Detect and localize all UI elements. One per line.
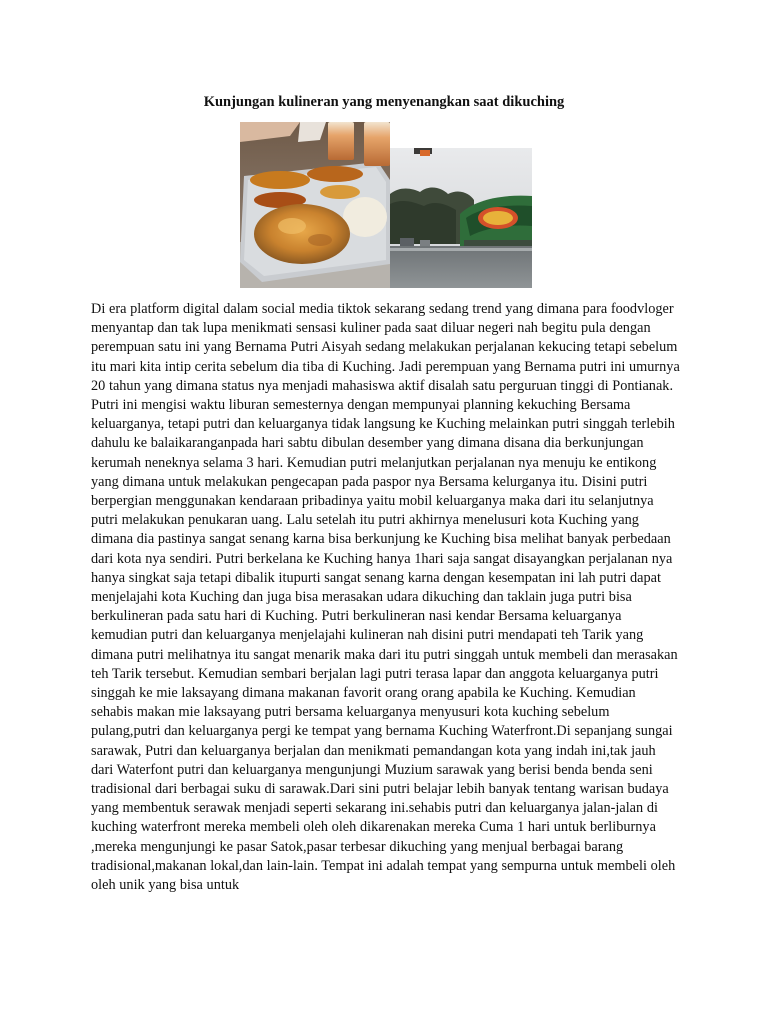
body-paragraph: Di era platform digital dalam social media tiktok sekarang sedang trend yang dimana para foodvloger menyantap dan tak lupa menikmati sensasi kuliner pada saat diluar negeri nah begitu pula dengan perempuan satu ini yang Bernama Putri Aisyah sedang melakukan perjalanan kekucing tetapi sebelum itu mari kita intip cerita sebelum dia tiba di Kuching. Jadi perempuan yang Bernama putri ini umurnya 20 tahun yang dimana status nya menjadi mahasiswa aktif disalah satu perguruan tinggi di Pontianak. Putri ini mengisi waktu liburan semesternya dengan mempunyai planning kekuching Bersama keluarganya, tetapi putri dan keluarganya tidak langsung ke Kuching melainkan putri singgah terlebih dahulu ke balaikaranganpada hari sabtu dibulan desember yang dimana disana dia berkunjungan kerumah neneknya selama 3 hari. Kemudian putri melanjutkan perjalanan nya menuju ke entikong yang dimana untuk melakukan pengecapan pada paspor nya Bersama kelurganya itu. Disini putri berpergian menggunakan kendaraan pribadinya yaitu mobil keluarganya maka dari itu selanjutnya putri melakukan penukaran uang. Lalu setelah itu putri akhirnya menelusuri kota Kuching yang dimana dia pastinya sangat senang karna bisa berkunjung ke Kuching bisa melihat banyak perbedaan dari kota nya sendiri. Putri berkelana ke Kuching hanya 1hari saja sangat disayangkan perjalanan nya hanya singkat saja tetapi dibalik itupurti sangat senang karna dengan kesempatan ini lah putri dapat menjelajahi kota Kuching dan juga bisa merasakan udara dikuching dan taklain juga putri bisa berkulineran pada satu hari di Kuching. Putri berkulineran nasi kendar Bersama keluarganya kemudian putri dan keluarganya menjelajahi kulineran nah disini putri mendapati teh Tarik yang dimana putri melihatnya itu sangat menarik maka dari itu putri singgah untuk membeli dan merasakan teh Tarik tersebut. Kemudian sembari berjalan lagi putri terasa lapar dan anggota keluarganya putri singgah ke mie laksayang dimana makanan favorit orang orang apabila ke Kuching. Kemudian sehabis makan mie laksayang putri bersama keluarganya menyusuri kota kuching sebelum pulang,putri dan keluarganya pergi ke tempat yang bernama Kuching Waterfront.Di sepanjang sungai sarawak, Putri dan keluarganya berjalan dan menikmati pemandangan kota yang indah ini,tak jauh dari Waterfont putri dan keluarganya mengunjungi Muzium sarawak yang berisi benda benda seni tradisional dari berbagai suku di sarawak.Dari sini putri belajar lebih banyak tentang warisan budaya yang membentuk serawak menjadi seperti sekarang ini.sehabis putri dan keluarganya jalan-jalan di kuching waterfront mereka membeli oleh oleh dikarenakan mereka Cuma 1 hari untuk berliburnya ,mereka mengunjungi ke pasar Satok,pasar terbesar dikuching yang menjual berbagai barang tradisional,makanan lokal,dan lain-lain. Tempat ini adalah tempat yang sempurna untuk membeli oleh oleh unik yang bisa untuk bbox=[91, 301, 680, 894]
document-title: Kunjungan kulineran yang menyenangkan saat dikuching bbox=[203, 94, 565, 110]
food-photo bbox=[240, 122, 390, 288]
restaurant-photo bbox=[390, 148, 532, 288]
photo-group bbox=[240, 122, 532, 288]
